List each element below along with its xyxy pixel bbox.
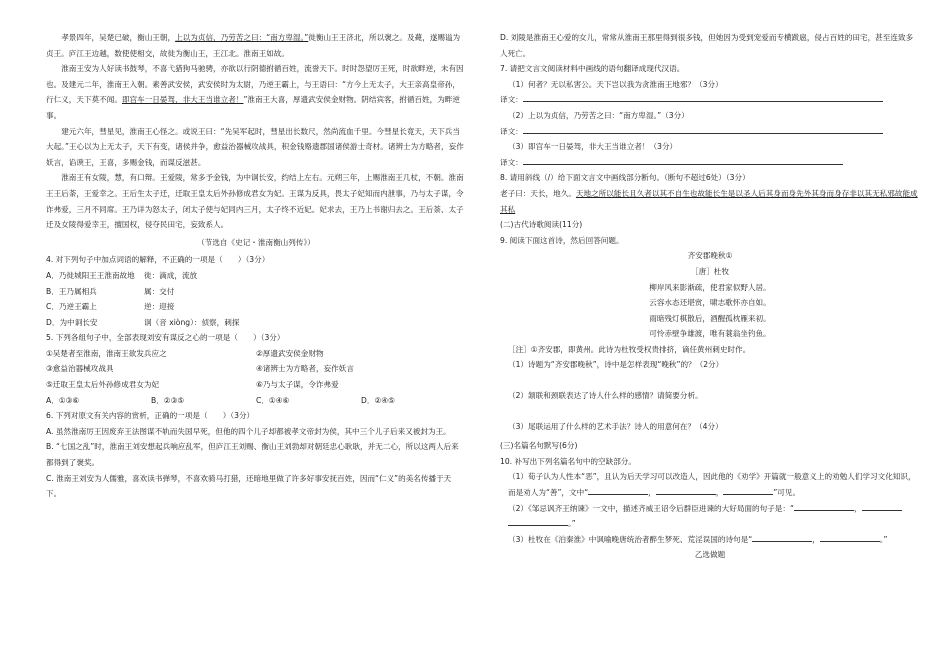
passage-paragraph-3: 建元六年，彗星见，淮南王心怪之。或说王曰：“先吴军起时，彗星出长数尺，然尚流血千里。今彗星长竟天，天下兵当大起。”王心以为上无太子，天下有变，诸侯并争，愈益治器械攻战具，积金钱赂遗郡国诸侯游士奇材。诸辨士为方略者，妄作妖言，谄谀王，王喜，多赐金钱，而谋反滋甚。 <box>46 126 464 167</box>
answer-line[interactable] <box>523 155 843 165</box>
section-3-heading: (三)名篇名句默写(6分) <box>500 441 578 451</box>
q7-sentence-2: （2）上以为贞信，乃劳苦之曰：“南方卑湿。”（3分） <box>508 110 689 120</box>
q6-option-c: C. 淮南王刘安为人儒雅，喜欢读书弹琴，不喜欢骑马打猎，还暗地里做了许多好事安抚百姓，因而“仁义”的美名传播于天下。 <box>46 473 452 499</box>
poem-note: ［注］①齐安郡，即黄州。此诗为杜牧受权贵排挤，谪任黄州刺史时作。 <box>508 344 751 354</box>
passage-paragraph-1: 孝景四年，吴楚已破，衡山王朝，上以为贞信，乃劳苦之曰：“南方卑湿。”徙衡山王王济北，所以褒之。及薨，遂赐谥为贞王。庐江王边越，数使使相交，故徙为衡山王，王江北。淮南王如故。 <box>46 33 461 58</box>
q7-answer-1: 译文： <box>500 92 920 108</box>
q10-sub-2: （2）《邹忌讽齐王纳谏》一文中，描述齐威王诏令后群臣进谏的大好局面的句子是：“ ， 。” <box>500 501 920 532</box>
q5-option-d: D．②④⑤ <box>361 395 395 405</box>
q7-answer-3: 译文： <box>500 155 920 171</box>
poem-title: 齐安郡晚秋① <box>687 251 733 261</box>
fill-blank[interactable] <box>752 532 812 542</box>
poem-line-4: 可怜赤壁争雄渡，唯有蓑翁坐钓鱼。 <box>649 329 771 339</box>
answer-line[interactable] <box>523 124 883 134</box>
q9-sub-2: （2）颔联和颈联表达了诗人什么样的感情？请简要分析。 <box>508 391 703 401</box>
q6-option-a: A. 虽然淮南厉王因废弃王法图谋不轨而失国早死，但他的四个儿子却都被孝文帝封为侯，其中三个儿子后来又被封为王。 <box>46 426 451 436</box>
poem-line-3: 雨暗残灯棋散后，酒醒孤枕雁来初。 <box>649 313 771 323</box>
q4-option-d: D．为中诇长安 诇（音 xiòng）：侦察，刺探 <box>46 317 240 327</box>
q5-items-row-1: ①吴楚者至淮南，淮南王欲发兵应之 ②厚遗武安侯金财物 <box>46 348 324 358</box>
q5-option-a: A．①③⑥ <box>46 395 80 405</box>
answer-line[interactable] <box>523 92 883 102</box>
q6-option-b: B. “七国之乱”时，淮南王刘安想起兵响应乱军，但庐江王刘赐、衡山王刘勃却对朝廷忠心耿耿，并无二心，所以这两人后来都得到了褒奖。 <box>46 442 459 468</box>
right-column <box>500 30 920 563</box>
q5-items-row-2: ③愈益治器械攻战具 ④诸辨士为方略者，妄作妖言 <box>46 364 354 374</box>
fill-blank[interactable] <box>862 501 902 511</box>
q5-option-b: B．②③⑤ <box>151 395 185 405</box>
footer-label: 乙选做题 <box>694 550 726 560</box>
left-column <box>46 30 466 502</box>
q4-option-a: A．乃徙城阳王王淮南故地 徙：滴成，流放 <box>46 270 198 280</box>
q8-underlined-text: 天地之所以能长且久者以其不自生也故能长生是以圣人后其身而身先外其身而身存非以其无私邪故能成其私 <box>500 188 918 214</box>
fill-blank[interactable] <box>588 485 648 495</box>
poem-author: ［唐］杜牧 <box>691 266 729 276</box>
q7-sentence-1: （1）何者？无以私害公。天下岂以我为贪淮南王地邪？（3分） <box>508 79 723 89</box>
q5-items-row-3: ⑤迁取王皇太后外孙修成君女为妃 ⑥乃与太子谋，令诈弗爱 <box>46 380 339 390</box>
question-5-stem: 5. 下列各组句子中，全部表现刘安有谋反之心的一项是（ ）（3分） <box>46 333 285 343</box>
passage-source: （节选自《史记・淮南衡山列传》） <box>197 237 315 247</box>
q4-option-b: B．王乃属相兵 属：交付 <box>46 286 175 296</box>
q9-sub-3: （3）尾联运用了什么样的艺术手法？诗人的用意何在？（4分） <box>508 421 723 431</box>
fill-blank[interactable] <box>508 516 568 526</box>
question-10-stem: 10. 补写出下列名篇名句中的空缺部分。 <box>500 456 636 466</box>
question-8-stem: 8. 请用斜线（/）给下面文言文中画线部分断句。（断句不超过6处）（3分） <box>500 173 750 183</box>
question-9-stem: 9. 阅读下面这首诗，然后回答问题。 <box>500 235 624 245</box>
poem-line-2: 云容水态还堪赏，啸志歌怀亦自如。 <box>649 298 771 308</box>
passage-paragraph-2: 淮南王安为人好读书鼓琴，不喜弋猎狗马驰骋，亦欲以行阴德拊循百姓，流誉天下。时时怨望厉王死，时欲畔逆，未有因也。及建元二年，淮南王入朝。素善武安侯，武安侯时为太尉，乃逆王霸上，与王语曰：“方今上无太子，大王亲高皇帝孙，行仁义，天下莫不闻。即宫车一日晏驾，非大王当谁立者！”淮南王大喜，厚遗武安侯金财物。阴结宾客，拊循百姓，为畔逆事。 <box>46 64 464 120</box>
passage-paragraph-4: 淮南王有女陵，慧，有口辩。王爱陵，常多予金钱，为中诇长安，约结上左右。元朔三年，上赐淮南王几杖，不朝。淮南王王后荼，王爱幸之。王后生太子迁，迁取王皇太后外孙修成君女为妃。王谋为反具，畏太子妃知而内泄事，乃与太子谋，令诈弗爱，三月不同席。王乃详为怒太子，闭太子使与妃同内三月，太子终不近妃。妃求去，王乃上书谢归去之。王后荼、太子迁及女陵得爱幸王，擅国权，侵夺民田宅，妄致系人。 <box>46 173 464 230</box>
q6-option-d: D. 刘陵是淮南王心爱的女儿，常常从淮南王那里得到很多钱，但她因为受到宠爱而专横跋扈，侵占百姓的田宅，甚至连致多人死亡。 <box>500 33 914 58</box>
underlined-sentence-2: 即宫车一日晏驾，非大王当谁立者！ <box>121 95 244 105</box>
q5-options <box>46 393 466 409</box>
q7-sentence-3: （3）即宫车一日晏驾，非大王当谁立者！（3分） <box>508 142 678 152</box>
fill-blank[interactable] <box>820 532 880 542</box>
section-2-heading: (二)古代诗歌阅读(11分) <box>500 220 583 230</box>
q5-option-c: C．①④⑥ <box>256 395 290 405</box>
underlined-sentence-1: 上以为贞信，乃劳苦之曰：“南方卑湿。” <box>175 33 309 42</box>
q7-answer-2: 译文： <box>500 124 920 140</box>
q8-passage: 老子曰：天长，地久。天地之所以能长且久者以其不自生也故能长生是以圣人后其身而身先外其身而身存非以其无私邪故能成其私 <box>500 188 918 214</box>
question-6-stem: 6. 下列对原文有关内容的赏析，正确的一项是（ ）（3分） <box>46 411 255 421</box>
q9-sub-1: （1）诗题为“齐安郡晚秋”，诗中是怎样表现“晚秋”的？（2分） <box>508 360 724 370</box>
q10-sub-1: （1）荀子认为人性本“恶”，且认为后天学习可以改造人，因此他的《劝学》开篇就一般意义上的劝勉人们学习文化知识，而是劝人为“善”，文中“ ， ， ”可见。 <box>508 472 916 498</box>
question-7-stem: 7. 请把文言文阅读材料中画线的语句翻译成现代汉语。 <box>500 64 685 74</box>
q4-option-c: C．乃逆王霸上 逆：迎接 <box>46 302 175 312</box>
q10-sub-3: （3）杜牧在《泊秦淮》中讽喻晚唐统治者醉生梦死、荒淫误国的诗句是“ ， 。” <box>500 532 920 548</box>
poem-line-1: 柳岸风来影渐疏，使君家似野人居。 <box>649 282 771 292</box>
fill-blank[interactable] <box>794 501 854 511</box>
fill-blank[interactable] <box>656 485 716 495</box>
question-4-stem: 4. 对下列句子中加点词语的解释，不正确的一项是（ ）（3分） <box>46 255 270 265</box>
fill-blank[interactable] <box>723 485 773 495</box>
